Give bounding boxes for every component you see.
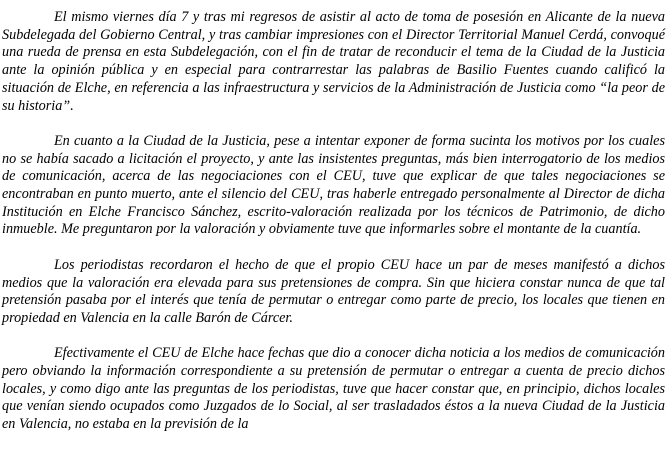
paragraph: Los periodistas recordaron el hecho de que el propio CEU hace un par de meses manifestó a dichos medios que la valoración era elevada para sus pretensiones de compra. Sin que hiciera constar nunca de que tal pretensión pasaba por el interés que tenía de permutar o entregar como parte de precio, los locales que tienen en propiedad en Valencia en la calle Barón de Cárcer. <box>2 256 665 326</box>
paragraph: El mismo viernes día 7 y tras mi regresos de asistir al acto de toma de posesión en Alicante de la nueva Subdelegada del Gobierno Central, y tras cambiar impresiones con el Director Territorial Manuel Cerdá, convoqué una rueda de prensa en esta Subdelegación, con el fin de tratar de reconducir el tema de la Ciudad de la Justicia ante la opinión pública y en especial para contrarrestar las palabras de Basilio Fuentes cuando calificó la situación de Elche, en referencia a las infraestructura y servicios de la Administración de Justicia como “la peor de su historia”. <box>2 9 665 114</box>
paragraph: En cuanto a la Ciudad de la Justicia, pese a intentar exponer de forma sucinta los motivos por los cuales no se había sacado a licitación el proyecto, y ante las insistentes preguntas, más bien interrogatorio de los medios de comunicación, acerca de las negociaciones con el CEU, tuve que explicar de que tales negociaciones se encontraban en punto muerto, ante el silencio del CEU, tras haberle entregado personalmente al Director de dicha Institución en Elche Francisco Sánchez, escrito-valoración realizada por los técnicos de Patrimonio, de dicho inmueble. Me preguntaron por la valoración y obviamente tuve que informarles sobre el montante de la cuantía. <box>2 132 665 238</box>
paragraph: Efectivamente el CEU de Elche hace fechas que dio a conocer dicha noticia a los medios de comunicación pero obviando la información correspondiente a su pretensión de permutar o entregar a cuenta de precio dichos locales, y como digo ante las preguntas de los periodistas, tuve que hacer constar que, en principio, dichos locales que venían siendo ocupados como Juzgados de lo Social, al ser trasladados éstos a la nueva Ciudad de la Justicia en Valencia, no estaba en la previsión de la <box>2 345 665 433</box>
